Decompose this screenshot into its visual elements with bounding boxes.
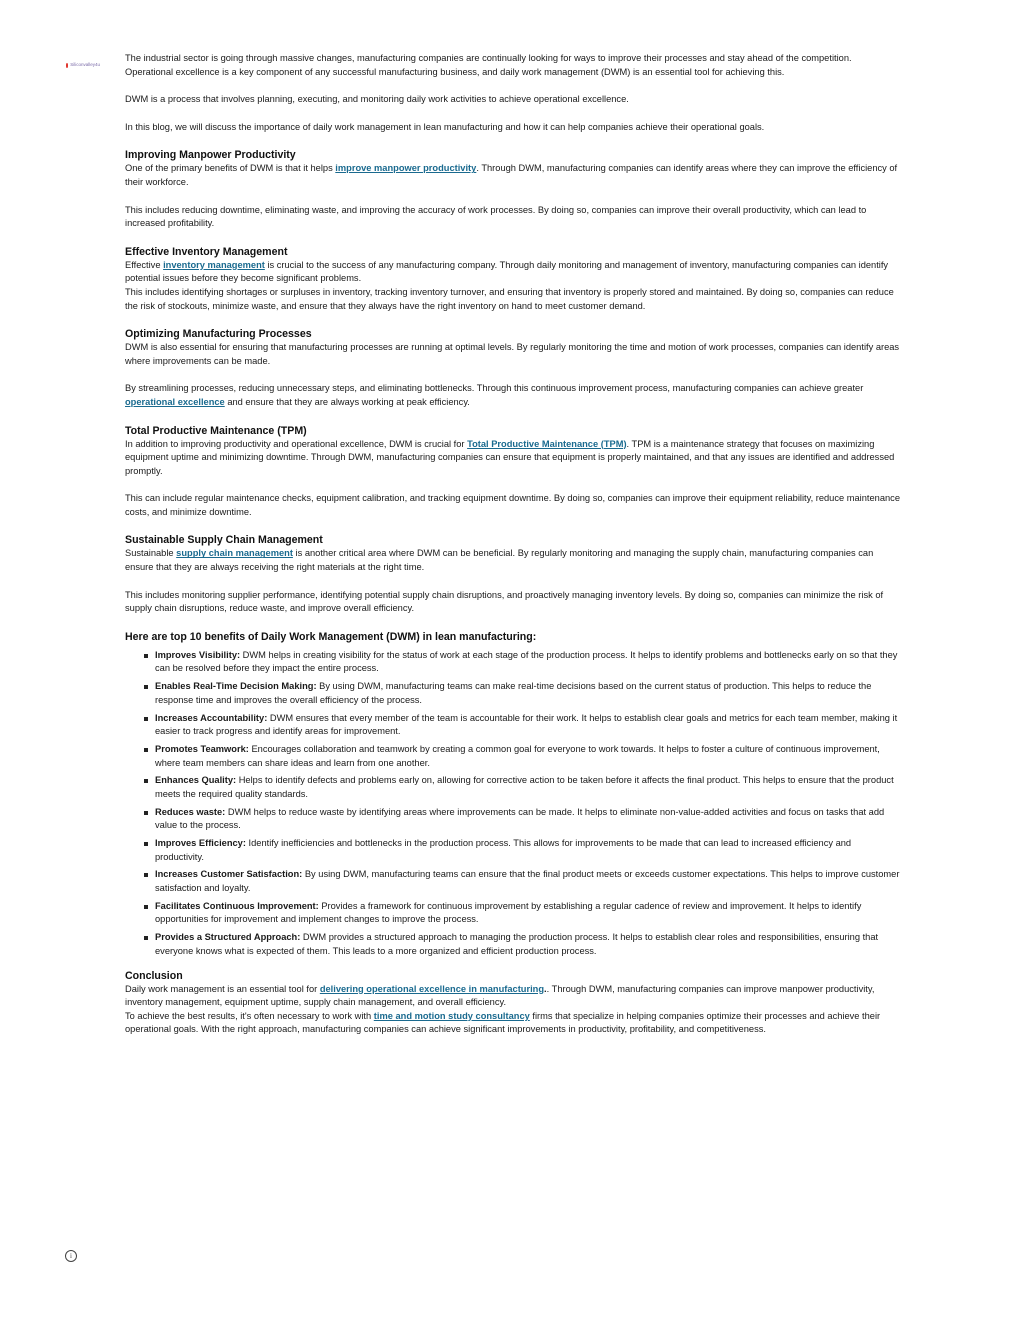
site-logo[interactable] — [66, 61, 100, 69]
inventory-paragraph-2: This includes identifying shortages or surpluses in inventory, tracking inventory turnover, and ensuring that inventory is properly stored and maintained. By doing so, companies can reduce the risk of stockouts, minimize waste, and ensure that they always have the right inventory on hand to meet customer demand. — [125, 286, 894, 311]
intro-paragraph-1: The industrial sector is going through massive changes, manufacturing companies are continually looking for ways to improve their processes and stay ahead of the competition. Operational excellence is a key component of any successful manufacturing business, and daily work management (DWM) is an essential tool for achieving this. — [125, 53, 852, 77]
link-total-productive-maintenance[interactable]: Total Productive Maintenance (TPM) — [467, 438, 627, 449]
processes-paragraph-2: By streamlining processes, reducing unnecessary steps, and eliminating bottlenecks. Through this continuous improvement process, manufacturing companies can achieve greater operational excellence and ensure that they are always working at peak efficiency. — [125, 383, 864, 407]
link-improve-manpower-productivity[interactable]: improve manpower productivity — [335, 163, 477, 174]
link-delivering-operational-excellence[interactable]: delivering operational excellence in manufacturing — [319, 983, 545, 994]
benefits-list — [125, 649, 901, 959]
info-icon[interactable]: i — [65, 1250, 77, 1262]
logo-mark-icon — [66, 63, 68, 68]
conclusion-paragraph-1: Daily work management is an essential tool for delivering operational excellence in manufacturing.. Through DWM, manufacturing companies can improve manpower productivity, inventory management, equipment uptime, supply chain management, and overall efficiency. — [125, 983, 875, 1008]
list-item: Improves Visibility: DWM helps in creating visibility for the status of work at each stage of the production process. It helps to identify problems and bottlenecks early on so that they can be resolved before they impact the entire process. — [125, 649, 901, 676]
section-heading-benefits: Here are top 10 benefits of Daily Work Management (DWM) in lean manufacturing: — [125, 630, 537, 643]
supply-paragraph-2: This includes monitoring supplier performance, identifying potential supply chain disruptions, and proactively managing inventory levels. By doing so, companies can minimize the risk of supply chain disruptions, reduce waste, and improve overall efficiency. — [125, 589, 884, 614]
processes-paragraph-1: DWM is also essential for ensuring that manufacturing processes are running at optimal levels. By regularly monitoring the time and motion of work processes, companies can identify areas where improvements can be made. — [125, 342, 900, 366]
tpm-paragraph-1: In addition to improving productivity and operational excellence, DWM is crucial for Total Productive Maintenance (TPM). TPM is a maintenance strategy that focuses on maximizing equipment uptime and minimizing downtime. Through DWM, manufacturing companies can ensure that equipment is properly maintained, and that any issues are identified and addressed promptly. — [125, 438, 895, 476]
inventory-paragraph-1: Effective inventory management is crucial to the success of any manufacturing company. Through daily monitoring and management of inventory, manufacturing companies can identify potential issues before they become significant problems. — [125, 259, 889, 284]
section-heading-processes: Optimizing Manufacturing Processes — [125, 328, 312, 341]
list-item: Promotes Teamwork: Encourages collaboration and teamwork by creating a common goal for everyone to work towards. It helps to foster a culture of continuous improvement, where team members can share ideas and learn from one another. — [125, 743, 901, 770]
section-heading-inventory: Effective Inventory Management — [125, 245, 288, 258]
list-item: Increases Accountability: DWM ensures that every member of the team is accountable for their work. It helps to establish clear goals and metrics for each team member, making it easier to track progress and identify areas for improvement. — [125, 712, 901, 739]
list-item: Increases Customer Satisfaction: By using DWM, manufacturing teams can ensure that the final product meets or exceeds customer expectations. This helps to improve customer satisfaction and loyalty. — [125, 868, 901, 895]
section-heading-supply-chain: Sustainable Supply Chain Management — [125, 534, 323, 547]
conclusion-paragraph-2: To achieve the best results, it's often necessary to work with time and motion study consultancy firms that specialize in helping companies optimize their processes and achieve their operational goals. With the right approach, manufacturing companies can achieve significant improvements in productivity, profitability, and competitiveness. — [125, 1010, 881, 1035]
section-heading-manpower: Improving Manpower Productivity — [125, 149, 296, 162]
article-body — [125, 52, 901, 1037]
list-item: Enables Real-Time Decision Making: By using DWM, manufacturing teams can make real-time decisions based on the current status of production. This helps to reduce the response time and improves the overall efficiency of the process. — [125, 680, 901, 707]
tpm-paragraph-2: This can include regular maintenance checks, equipment calibration, and tracking equipment downtime. By doing so, companies can improve their equipment reliability, reduce maintenance costs, and minimize downtime. — [125, 493, 900, 517]
intro-paragraph-3: In this blog, we will discuss the importance of daily work management in lean manufacturing and how it can help companies achieve their operational goals. — [125, 121, 765, 132]
list-item: Provides a Structured Approach: DWM provides a structured approach to managing the production process. It helps to establish clear roles and responsibilities, ensuring that everyone knows what is expected of them. This leads to a more organized and efficient production process. — [125, 931, 901, 958]
list-item: Enhances Quality: Helps to identify defects and problems early on, allowing for corrective action to be taken before it affects the final product. This helps to ensure that the product meets the required quality standards. — [125, 774, 901, 801]
manpower-paragraph-1: One of the primary benefits of DWM is that it helps improve manpower productivity. Through DWM, manufacturing companies can identify areas where they can improve the efficiency of their workforce. — [125, 163, 898, 187]
link-inventory-management[interactable]: inventory management — [163, 259, 265, 270]
manpower-paragraph-2: This includes reducing downtime, eliminating waste, and improving the accuracy of work processes. By doing so, companies can improve their overall productivity, which can lead to increased profitability. — [125, 204, 867, 229]
section-heading-tpm: Total Productive Maintenance (TPM) — [125, 424, 307, 437]
link-operational-excellence[interactable]: operational excellence — [125, 396, 225, 407]
intro-paragraph-2: DWM is a process that involves planning, executing, and monitoring daily work activities to achieve operational excellence. — [125, 94, 629, 105]
supply-paragraph-1: Sustainable supply chain management is another critical area where DWM can be beneficial. By regularly monitoring and managing the supply chain, manufacturing companies can ensure that they are always receiving the right materials at the right time. — [125, 548, 874, 573]
logo-wordmark: Siliconvalley4u — [70, 61, 100, 67]
list-item: Reduces waste: DWM helps to reduce waste by identifying areas where improvements can be made. It helps to eliminate non-value-added activities and focus on tasks that add value to the process. — [125, 806, 901, 833]
link-supply-chain-management[interactable]: supply chain management — [176, 548, 293, 559]
list-item: Facilitates Continuous Improvement: Provides a framework for continuous improvement by establishing a regular cadence of review and improvement. It helps to identify opportunities for improvement and implement changes to improve the process. — [125, 900, 901, 927]
section-heading-conclusion: Conclusion — [125, 969, 183, 982]
link-time-and-motion-study-consultancy[interactable]: time and motion study consultancy — [373, 1010, 530, 1021]
list-item: Improves Efficiency: Identify inefficiencies and bottlenecks in the production process. This allows for improvements to be made that can lead to increased efficiency and productivity. — [125, 837, 901, 864]
